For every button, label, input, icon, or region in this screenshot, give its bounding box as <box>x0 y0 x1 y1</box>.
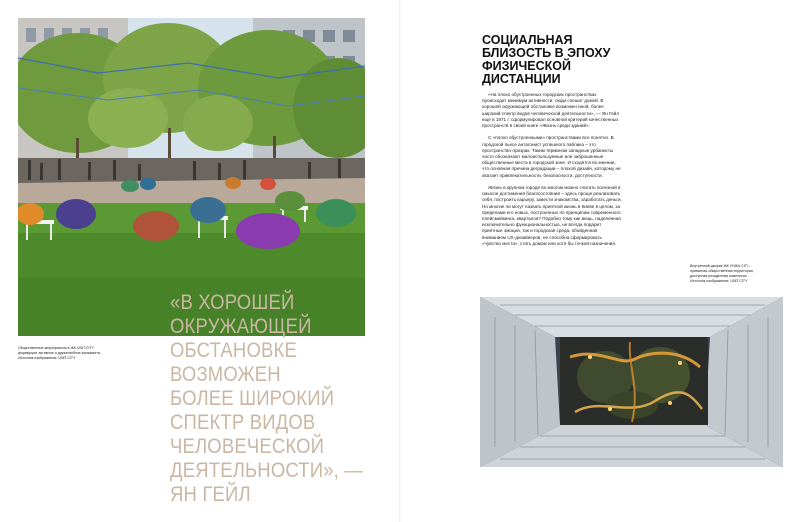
caption-line: Источник изображения: UNIT.CITY <box>18 356 76 360</box>
heading-line: ФИЗИЧЕСКОЙ <box>482 59 571 73</box>
left-photo-caption <box>18 346 168 361</box>
caption-line: Внутренний дворик ЖК УНІКА СІТІ – <box>690 264 751 268</box>
heading-line: ДИСТАНЦИИ <box>482 72 561 86</box>
park-photo <box>18 18 365 336</box>
caption-line: Общественные мероприятия в ЖК UNIT.CITY <box>18 346 95 350</box>
quote-line: СПЕКТР ВИДОВ <box>170 410 316 434</box>
caption-line: приватная общественная территория, <box>690 269 754 273</box>
right-photo-caption <box>690 264 785 284</box>
page-gutter <box>399 0 401 522</box>
quote-line: ДЕЯТЕЛЬНОСТИ», — <box>170 458 363 482</box>
body-paragraph: С «плохо обустроенными» пространствами все понятно. В городской пьесе антагонист успешного паблика – это пространство-призрак. Таким термином западные урбанисты часто обозначают малоиспользуемые или заброшенные общественные места в городской зоне. И сходятся во мнении, что основная причина деградации – плохой дизайн, которому не хватает привлекательности, безопасности, доступности. <box>482 135 621 178</box>
caption-line: Источник изображения: UNIT.CITY <box>690 279 748 283</box>
heading-line: СОЦИАЛЬНАЯ <box>482 33 573 47</box>
quote-line: ВОЗМОЖЕН <box>170 362 281 386</box>
quote-line: ОБСТАНОВКЕ <box>170 338 297 362</box>
caption-line: доступная резидентам комплекса. <box>690 274 748 278</box>
quote-line: ЯН ГЕЙЛ <box>170 482 251 506</box>
caption-line: формируют активное и дружелюбное комьюнити. <box>18 351 101 355</box>
heading-line: БЛИЗОСТЬ В ЭПОХУ <box>482 46 611 60</box>
article-heading <box>482 34 652 86</box>
quote-line: ОКРУЖАЮЩЕЙ <box>170 314 312 338</box>
body-paragraph: Жизнь в крупном городе во многом можно считать полезной в смысле достижения благосостояния – здесь проще реализовать себя, построить карьеру, завести знакомства, заработать деньги. Но многие ли могут назвать приятной жизнь в Киеве в целом, за пределами его новых, построенных по принципам современного плейсмейкинга, кварталов? Подобно тому как вещь, наделенная исключительно функциональностью, не всегда подарит приятные эмоции, так и городская среда, обойденная вниманием UX-дизайнеров, не способна сформировать «чувство места», стать домом или хотя бы точкой назначения. <box>482 185 622 246</box>
quote-line: «В ХОРОШЕЙ <box>170 290 295 314</box>
article-body <box>482 92 622 253</box>
body-paragraph: «На плохо обустроенных городских пространствах происходит минимум активности: люди спешат домой. В хорошей окружающей обстановке возможен иной, более широкий спектр видов человеческой деятельности», — Ян Гейл еще в 1971 г. сформулировал основной критерий качественных пространств в своей книге «Жизнь среди зданий». <box>482 92 620 129</box>
courtyard-aerial-photo <box>480 297 783 467</box>
quote-line: БОЛЕЕ ШИРОКИЙ <box>170 386 335 410</box>
pull-quote <box>170 290 390 506</box>
quote-line: ЧЕЛОВЕЧЕСКОЙ <box>170 434 325 458</box>
